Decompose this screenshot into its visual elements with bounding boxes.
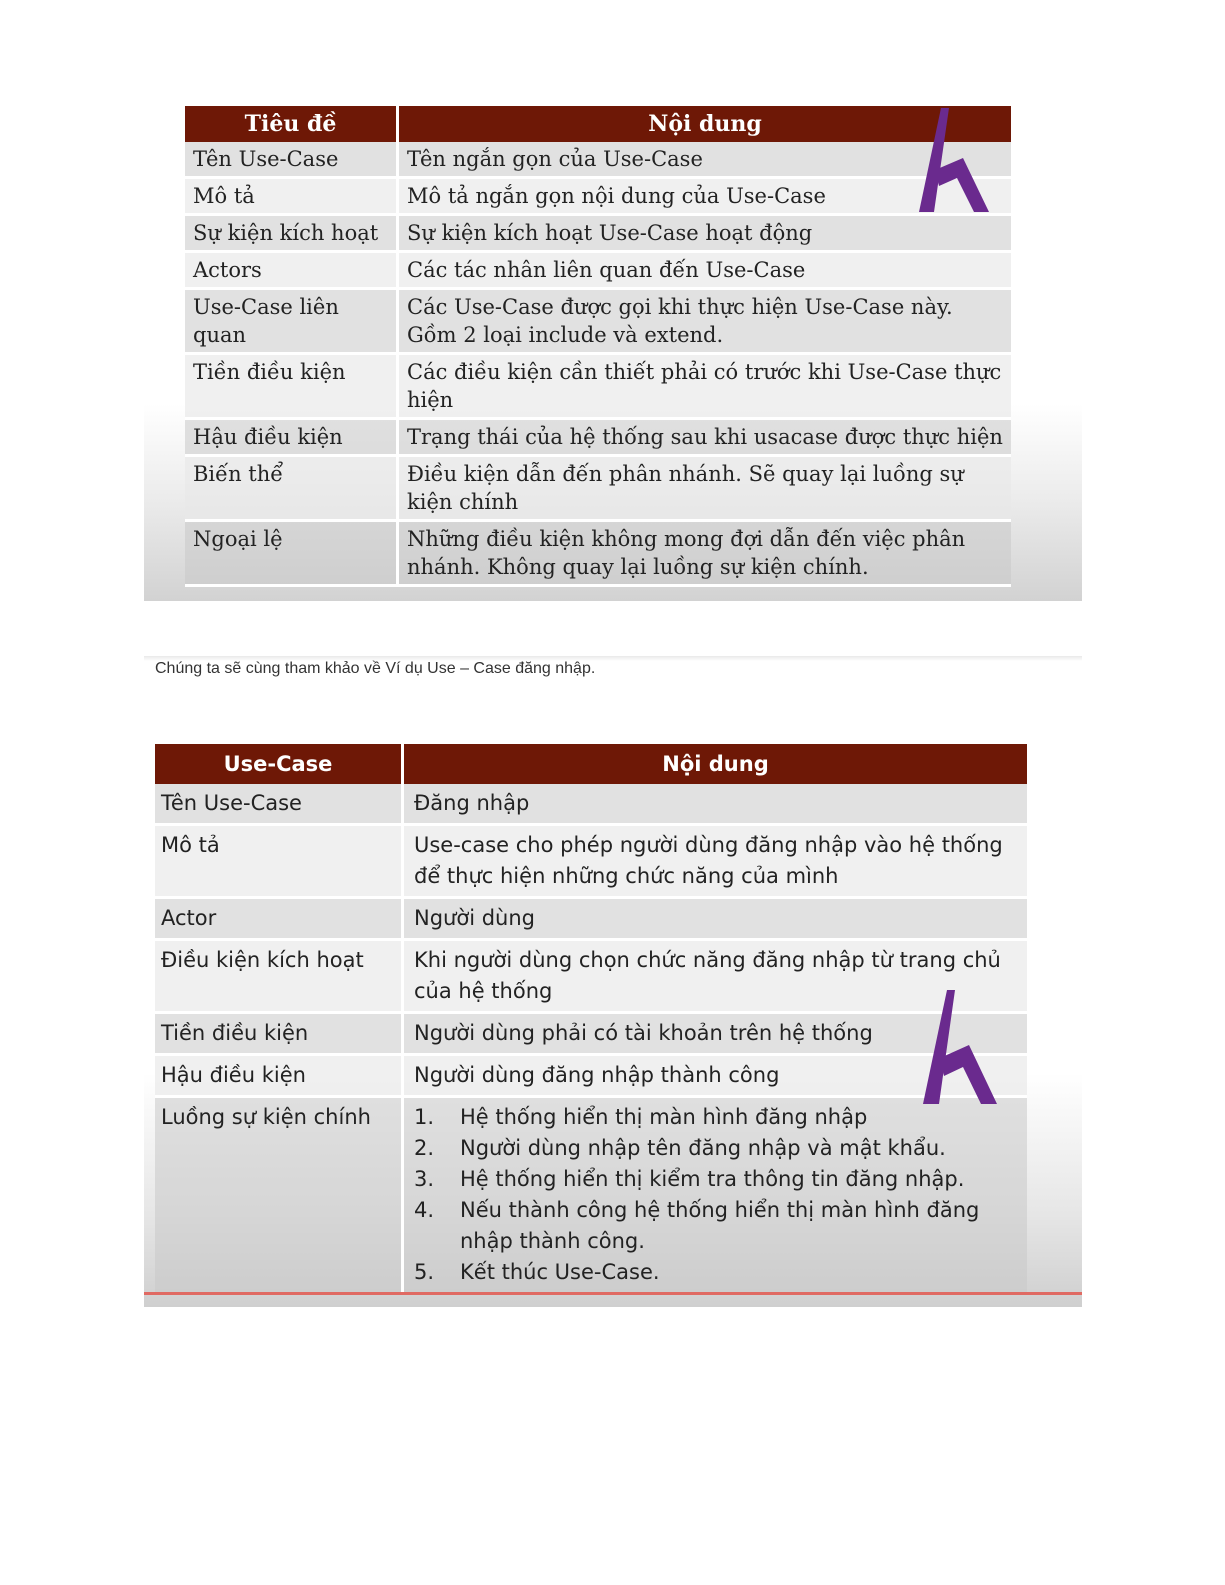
step-number: 2.: [414, 1136, 435, 1160]
table-row: [155, 1014, 1027, 1056]
row-title: Actors: [185, 253, 399, 290]
row-content: Khi người dùng chọn chức năng đăng nhập từ trang chủ của hệ thống: [404, 941, 1027, 1014]
row-title: Sự kiện kích hoạt: [185, 216, 399, 253]
row-content: Sự kiện kích hoạt Use-Case hoạt động: [399, 216, 1011, 253]
table-row: [155, 826, 1027, 899]
slide-login-usecase: [144, 692, 1082, 1307]
row-title: Ngoại lệ: [185, 522, 399, 587]
list-item: [414, 1257, 1021, 1288]
row-title: Luồng sự kiện chính: [155, 1098, 404, 1295]
step-text: Người dùng nhập tên đăng nhập và mật khẩu.: [460, 1136, 946, 1160]
row-content: Điều kiện dẫn đến phân nhánh. Sẽ quay lại luồng sự kiện chính: [399, 457, 1011, 522]
row-content: Use-case cho phép người dùng đăng nhập vào hệ thống để thực hiện những chức năng của mình: [404, 826, 1027, 899]
step-number: 1.: [414, 1105, 435, 1129]
row-content: Các điều kiện cần thiết phải có trước khi Use-Case thực hiện: [399, 355, 1011, 420]
table-row: [155, 941, 1027, 1014]
caption-text: Chúng ta sẽ cùng tham khảo về Ví dụ Use – Case đăng nhập.: [155, 660, 596, 677]
row-content: Mô tả ngắn gọn nội dung của Use-Case: [399, 179, 1011, 216]
table-row: [185, 522, 1011, 587]
h-logo-icon: [919, 108, 989, 216]
table-row: [155, 784, 1027, 826]
row-title: Actor: [155, 899, 404, 941]
step-number: 4.: [414, 1198, 435, 1222]
step-text: Nếu thành công hệ thống hiển thị màn hình đăng nhập thành công.: [460, 1198, 980, 1253]
row-content: [404, 1098, 1027, 1295]
table-row: [185, 253, 1011, 290]
h-logo-icon: [923, 990, 997, 1108]
row-content: Các Use-Case được gọi khi thực hiện Use-Case này. Gồm 2 loại include và extend.: [399, 290, 1011, 355]
row-content: Các tác nhân liên quan đến Use-Case: [399, 253, 1011, 290]
table-header-row: [185, 106, 1011, 142]
table-row: [155, 899, 1027, 941]
table-row: [185, 142, 1011, 179]
list-item: [414, 1133, 1021, 1164]
usecase-template-table: [185, 106, 1011, 587]
row-title: Hậu điều kiện: [185, 420, 399, 457]
row-content: Người dùng: [404, 899, 1027, 941]
header-content: Nội dung: [404, 744, 1027, 784]
table-row: [185, 179, 1011, 216]
row-title: Use-Case liên quan: [185, 290, 399, 355]
row-content: Đăng nhập: [404, 784, 1027, 826]
header-content: Nội dung: [399, 106, 1011, 142]
flow-steps-list: [414, 1102, 1021, 1288]
row-title: Tên Use-Case: [185, 142, 399, 179]
row-title: Điều kiện kích hoạt: [155, 941, 404, 1014]
row-content: Người dùng phải có tài khoản trên hệ thống: [404, 1014, 1027, 1056]
table-row: [155, 1098, 1027, 1295]
slide-bottom-accent-line: [144, 1292, 1082, 1295]
row-title: Mô tả: [185, 179, 399, 216]
table-row: [185, 457, 1011, 522]
table-row: [185, 290, 1011, 355]
list-item: [414, 1195, 1021, 1257]
row-title: Biến thể: [185, 457, 399, 522]
table-row: [155, 1056, 1027, 1098]
row-title: Tiền điều kiện: [185, 355, 399, 420]
row-content: Tên ngắn gọn của Use-Case: [399, 142, 1011, 179]
row-title: Tiền điều kiện: [155, 1014, 404, 1056]
row-title: Hậu điều kiện: [155, 1056, 404, 1098]
header-usecase: Use-Case: [155, 744, 404, 784]
step-number: 5.: [414, 1260, 435, 1284]
table-row: [185, 355, 1011, 420]
step-text: Hệ thống hiển thị kiểm tra thông tin đăng nhập.: [460, 1167, 965, 1191]
list-item: [414, 1164, 1021, 1195]
row-content: Trạng thái của hệ thống sau khi usacase được thực hiện: [399, 420, 1011, 457]
table-header-row: [155, 744, 1027, 784]
table-row: [185, 216, 1011, 253]
step-number: 3.: [414, 1167, 435, 1191]
row-title: Tên Use-Case: [155, 784, 404, 826]
step-text: Kết thúc Use-Case.: [460, 1260, 660, 1284]
row-content: Người dùng đăng nhập thành công: [404, 1056, 1027, 1098]
row-content: Những điều kiện không mong đợi dẫn đến việc phân nhánh. Không quay lại luồng sự kiện chính.: [399, 522, 1011, 587]
step-text: Hệ thống hiển thị màn hình đăng nhập: [460, 1105, 868, 1129]
row-title: Mô tả: [155, 826, 404, 899]
login-usecase-table: [155, 744, 1027, 1295]
table-row: [185, 420, 1011, 457]
header-title: Tiêu đề: [185, 106, 399, 142]
slide-usecase-template: [144, 82, 1082, 601]
